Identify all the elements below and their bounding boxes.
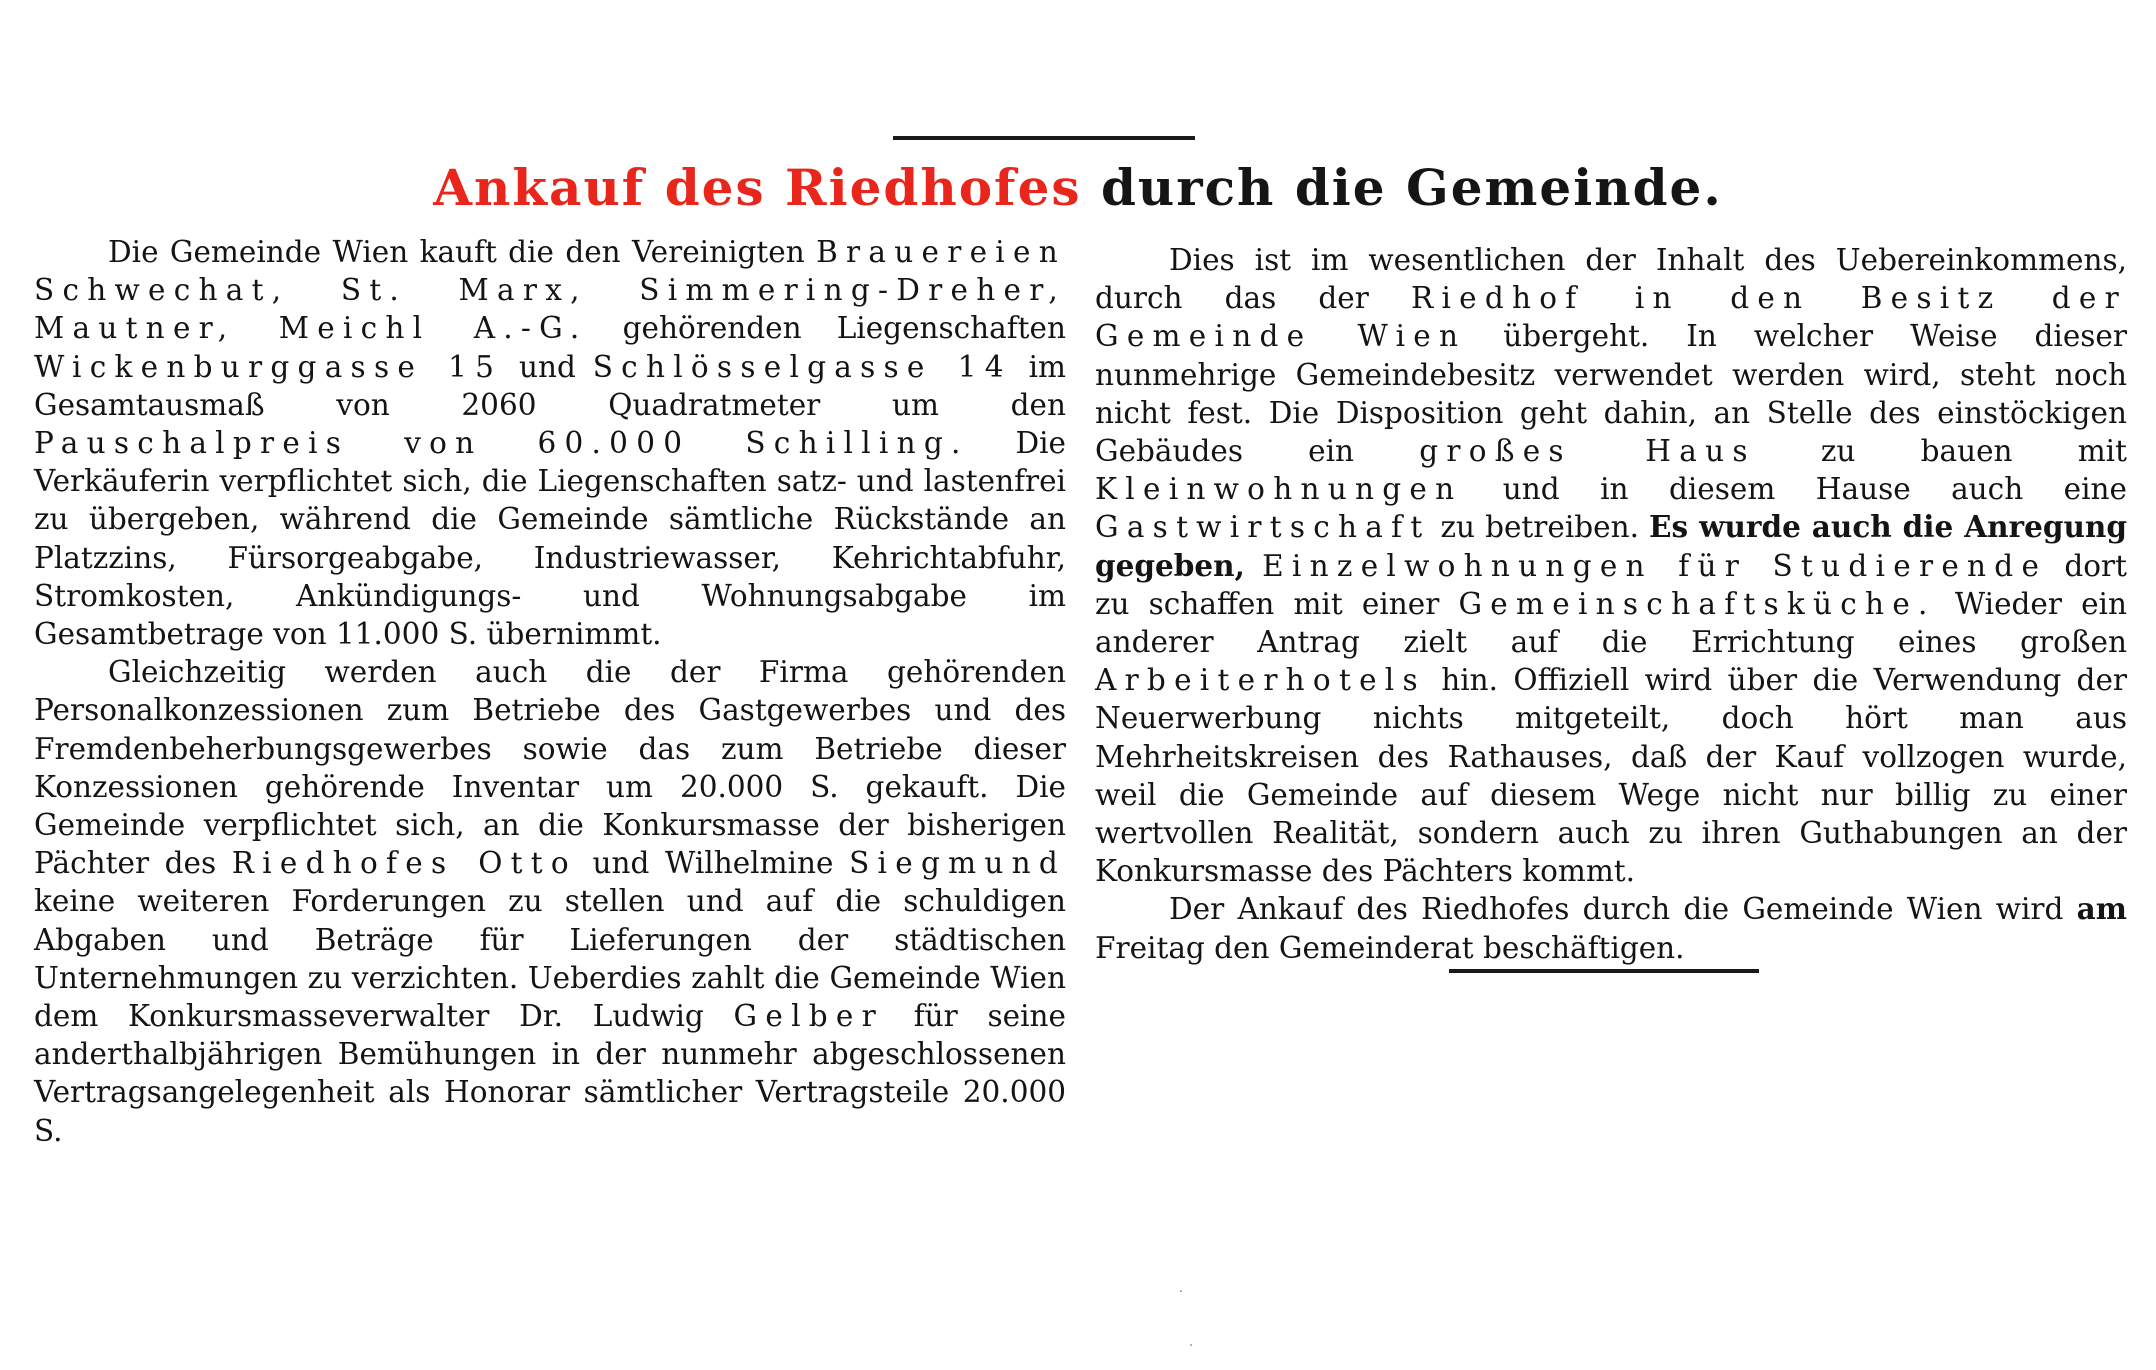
spaced-text-run: großes Haus xyxy=(1419,434,1756,469)
right-paragraph-2 xyxy=(1095,890,2127,966)
headline-black-part: durch die Gemeinde. xyxy=(1100,158,1723,217)
spaced-text-run: Gelber xyxy=(733,999,884,1034)
text-run: für seine anderthalbjährigen Bemühungen in der nunmehr abgeschlossenen Vertragsangelegenheit als Honorar sämtlicher Vertragsteile 20.000 S. xyxy=(34,999,1066,1148)
spaced-text-run: Pauschalpreis von 60.000 Schilling. xyxy=(34,426,969,461)
article-headline xyxy=(0,148,2156,228)
headline-red-part: Ankauf des Riedhofes xyxy=(433,158,1082,217)
spaced-text-run: Brauereien Schwechat, St. Marx, Simmering-Dreher, Mautner, Meichl A.-G. xyxy=(34,235,1066,346)
right-column xyxy=(1095,241,2127,967)
text-run: und Wilhelmine xyxy=(592,846,834,881)
text-run: und in diesem Hause auch eine xyxy=(1502,472,2127,507)
text-run: Gleichzeitig werden auch die der Firma gehörenden Personalkonzessionen zum Betriebe des Gastgewerbes und des Fremdenbeherbungsgewerbes sowie das zum Betriebe dieser Konzessionen gehörende Inventar um 20.000 S. gekauft. Die Gemeinde verpflichtet sich, an die Konkursmasse der bisherigen Pächter des xyxy=(34,655,1066,881)
left-column xyxy=(34,233,1066,1150)
text-run: hin. Offiziell wird über die Verwendung der Neuerwerbung nichts mitgeteilt, doch hört man aus Mehrheitskreisen des Rathauses, daß der Kauf vollzogen wurde, weil die Gemeinde auf diesem Wege nicht nur billig zu einer wertvollen Realität, sondern auch zu ihren Guthabungen an der Konkursmasse des Pächters kommt. xyxy=(1095,663,2127,889)
text-run: Freitag den Gemeinderat beschäftigen. xyxy=(1095,930,1685,965)
text-run: Der Ankauf des Riedhofes durch die Gemeinde Wien wird xyxy=(1169,892,2064,927)
spaced-text-run: Einzelwohnungen für Studierende xyxy=(1262,548,2048,583)
text-run: gehörenden Liegenschaften xyxy=(622,311,1066,346)
scan-speck xyxy=(1190,1344,1192,1346)
text-run: Dies ist im wesentlichen der Inhalt des Uebereinkommens, durch das der xyxy=(1095,243,2127,316)
text-run: dort zu schaffen mit einer xyxy=(1095,548,2127,621)
text-run: übergeht. In welcher Weise dieser nunmehrige Gemeindebesitz verwendet werden wird, steht noch nicht fest. Die Disposition geht dahin, an Stelle des einstöckigen Gebäudes ein xyxy=(1095,319,2127,469)
spaced-text-run: Siegmund xyxy=(849,846,1066,881)
bottom-divider-rule xyxy=(1449,969,1759,973)
right-paragraph-1 xyxy=(1095,241,2127,890)
spaced-text-run: Gemeinschaftsküche. xyxy=(1458,586,1936,621)
spaced-text-run: Arbeiterhotels xyxy=(1095,663,1426,698)
top-divider-rule xyxy=(893,136,1195,140)
text-run: zu betreiben. xyxy=(1440,510,1639,545)
spaced-text-run: Schlösselgasse 14 xyxy=(592,349,1012,384)
bold-text-run: Es wurde auch die Anregung gegeben, xyxy=(1095,509,2127,583)
text-run: zu bauen mit xyxy=(1820,434,2127,469)
text-run: Die Verkäuferin verpflichtet sich, die Liegenschaften satz- und lastenfrei zu übergeben, während die Gemeinde sämtliche Rückstände an Platzzins, Fürsorgeabgabe, Industriewasser, Kehrichtabfuhr, Stromkosten, Ankündigungs- und Wohnungsabgabe im Gesamtbetrage von 11.000 S. übernimmt. xyxy=(34,426,1066,652)
left-paragraph-2 xyxy=(34,653,1066,1150)
bold-text-run: am xyxy=(2076,891,2127,927)
spaced-text-run: Kleinwohnungen xyxy=(1095,472,1463,507)
text-run: keine weiteren Forderungen zu stellen und auf die schuldigen Abgaben und Beträge für Lieferungen der städtischen Unternehmungen zu verzichten. Ueberdies zahlt die Gemeinde Wien dem Konkursmasseverwalter Dr. Ludwig xyxy=(34,884,1066,1034)
spaced-text-run: Riedhof in den Besitz der Gemeinde Wien xyxy=(1095,281,2127,354)
spaced-text-run: Gastwirtschaft xyxy=(1095,510,1431,545)
spaced-text-run: Wickenburggasse 15 xyxy=(34,349,503,384)
scan-speck xyxy=(1180,1290,1182,1292)
text-run: Wieder ein anderer Antrag zielt auf die Errichtung eines großen xyxy=(1095,586,2127,660)
text-run: im Gesamtausmaß von 2060 Quadratmeter um den xyxy=(34,349,1066,422)
spaced-text-run: Riedhofes Otto xyxy=(231,846,577,881)
left-paragraph-1 xyxy=(34,233,1066,653)
text-run: und xyxy=(519,349,576,384)
text-run: Die Gemeinde Wien kauft die den Vereinigten xyxy=(108,235,805,269)
